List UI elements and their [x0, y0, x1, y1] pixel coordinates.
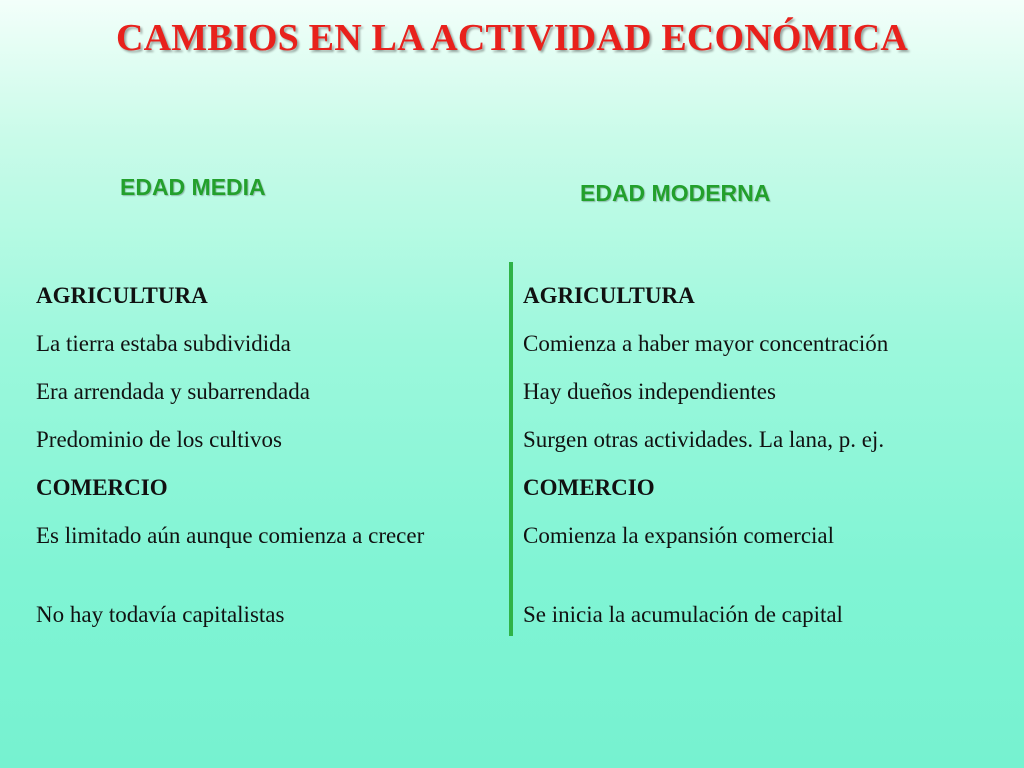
right-item: Comienza a haber mayor concentración	[523, 331, 889, 356]
left-item: La tierra estaba subdividida	[36, 331, 291, 356]
left-section-agricultura: AGRICULTURA	[36, 283, 208, 308]
right-item: Se inicia la acumulación de capital	[523, 602, 843, 627]
right-section-comercio: COMERCIO	[523, 475, 655, 500]
left-item: Es limitado aún aunque comienza a crecer	[36, 523, 425, 548]
column-divider	[509, 262, 513, 636]
left-item: Era arrendada y subarrendada	[36, 379, 310, 404]
left-item: Predominio de los cultivos	[36, 427, 282, 452]
right-section-agricultura: AGRICULTURA	[523, 283, 695, 308]
header-edad-moderna: EDAD MODERNA	[580, 180, 771, 206]
left-item: No hay todavía capitalistas	[36, 602, 285, 627]
right-item: Comienza la expansión comercial	[523, 523, 835, 548]
slide-title: CAMBIOS EN LA ACTIVIDAD ECONÓMICA	[115, 17, 909, 59]
header-edad-media: EDAD MEDIA	[120, 174, 266, 200]
right-item: Hay dueños independientes	[523, 379, 776, 404]
left-section-comercio: COMERCIO	[36, 475, 168, 500]
right-item: Surgen otras actividades. La lana, p. ej.	[523, 427, 885, 452]
